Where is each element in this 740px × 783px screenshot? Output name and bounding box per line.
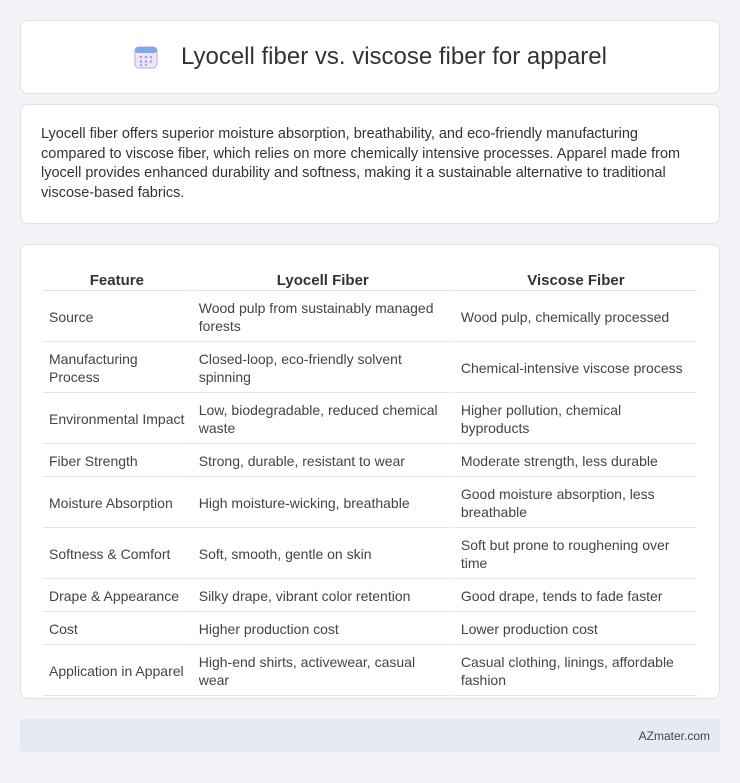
title-card — [20, 20, 720, 94]
cell-viscose: Wood pulp, chemically processed — [455, 293, 697, 342]
table-row — [43, 530, 697, 579]
cell-lyocell: High moisture-wicking, breathable — [193, 479, 453, 528]
cell-feature: Manufacturing Process — [43, 344, 191, 393]
header-lyocell: Lyocell Fiber — [193, 267, 453, 291]
cell-feature: Application in Apparel — [43, 647, 191, 696]
header-viscose: Viscose Fiber — [455, 267, 697, 291]
cell-feature: Fiber Strength — [43, 446, 191, 477]
cell-lyocell: Silky drape, vibrant color retention — [193, 581, 453, 612]
cell-feature: Drape & Appearance — [43, 581, 191, 612]
table-row — [43, 344, 697, 393]
cell-viscose: Moderate strength, less durable — [455, 446, 697, 477]
cell-viscose: Lower production cost — [455, 614, 697, 645]
table-row — [43, 581, 697, 612]
table-row — [43, 647, 697, 696]
cell-lyocell: Wood pulp from sustainably managed forests — [193, 293, 453, 342]
cell-viscose: Higher pollution, chemical byproducts — [455, 395, 697, 444]
cell-viscose: Good moisture absorption, less breathable — [455, 479, 697, 528]
table-row — [43, 293, 697, 342]
cell-feature: Cost — [43, 614, 191, 645]
table-row — [43, 479, 697, 528]
cell-lyocell: High-end shirts, activewear, casual wear — [193, 647, 453, 696]
cell-lyocell: Closed-loop, eco-friendly solvent spinning — [193, 344, 453, 393]
cell-feature: Source — [43, 293, 191, 342]
calendar-icon — [133, 44, 159, 70]
cell-lyocell: Soft, smooth, gentle on skin — [193, 530, 453, 579]
table-row — [43, 395, 697, 444]
intro-card — [20, 104, 720, 224]
table-row — [43, 614, 697, 645]
header-feature: Feature — [43, 267, 191, 291]
table-row — [43, 446, 697, 477]
cell-lyocell: Low, biodegradable, reduced chemical waste — [193, 395, 453, 444]
comparison-table — [41, 265, 699, 698]
cell-lyocell: Higher production cost — [193, 614, 453, 645]
cell-lyocell: Strong, durable, resistant to wear — [193, 446, 453, 477]
intro-text: Lyocell fiber offers superior moisture absorption, breathability, and eco-friendly manufacturing compared to viscose fiber, which relies on more chemically intensive processes. Apparel made from lyocell provides enhanced durability and softness, making it a sustainable alternative to traditional viscose-based fabrics. — [41, 126, 681, 201]
cell-viscose: Casual clothing, linings, affordable fashion — [455, 647, 697, 696]
cell-feature: Softness & Comfort — [43, 530, 191, 579]
cell-feature: Environmental Impact — [43, 395, 191, 444]
cell-viscose: Chemical-intensive viscose process — [455, 344, 697, 393]
cell-viscose: Good drape, tends to fade faster — [455, 581, 697, 612]
cell-feature: Moisture Absorption — [43, 479, 191, 528]
table-header-row — [43, 267, 697, 291]
comparison-card — [20, 244, 720, 699]
footer — [20, 719, 720, 752]
page-title: Lyocell fiber vs. viscose fiber for apparel — [181, 43, 607, 70]
footer-source[interactable]: AZmater.com — [638, 728, 710, 743]
cell-viscose: Soft but prone to roughening over time — [455, 530, 697, 579]
